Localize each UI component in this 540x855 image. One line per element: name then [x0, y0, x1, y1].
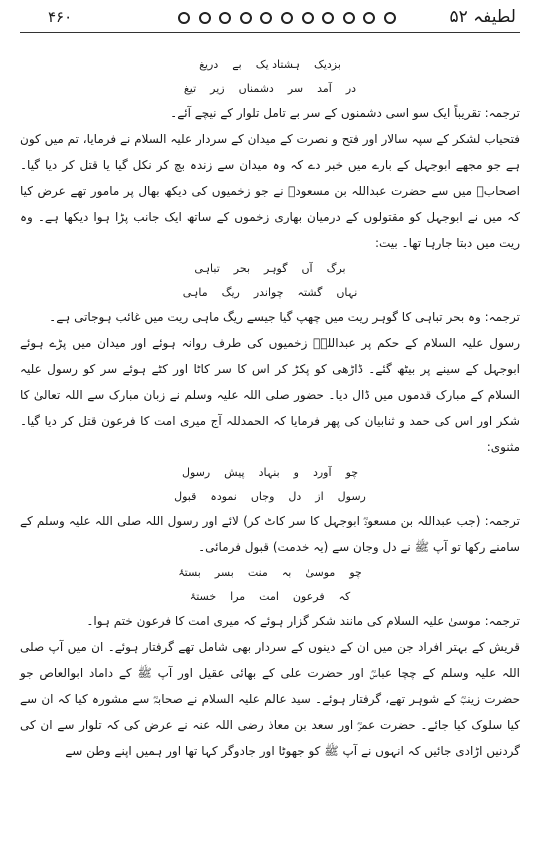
ornament-ring-icon	[384, 12, 396, 24]
verse-word: رسول	[181, 465, 211, 479]
ornament-ring-icon	[260, 12, 272, 24]
verse-word: مرا	[230, 589, 246, 603]
verse-word: نہاں	[336, 285, 358, 299]
verse-word: آں	[301, 261, 313, 275]
verse-word: و	[293, 465, 299, 479]
verse-word: آمد	[317, 81, 332, 95]
verse-word: پیش	[224, 465, 245, 479]
verse-word: بسر	[214, 565, 234, 579]
verse-line	[20, 584, 520, 608]
ornament-ring-icon	[322, 12, 334, 24]
verse-word: خستۂ	[189, 589, 217, 603]
verse-word: وجاں	[250, 489, 275, 503]
verse-word: گوہر	[264, 261, 288, 275]
verse-line	[20, 560, 520, 584]
verse-word: تیغ	[183, 81, 197, 95]
verse-word: دریغ	[199, 57, 219, 71]
verse-word: برگ	[326, 261, 346, 275]
header-ornament	[178, 10, 396, 26]
ornament-ring-icon	[178, 12, 190, 24]
verse-word: ہشتاد یک	[255, 57, 300, 71]
ornament-ring-icon	[363, 12, 375, 24]
verse-word: رسول	[337, 489, 366, 503]
verse-word: زیر	[210, 81, 225, 95]
verse-word: در	[345, 81, 357, 95]
verse-word: بے	[232, 57, 242, 71]
body-paragraph: فتحیاب لشکر کے سپہ سالار اور فتح و نصرت کے میدان کے سردار علیہ السلام نے فرمایا، تم میں کون ہے جو مجھے ابوجہل کے بارے میں خبر دے کہ وہ میدان سے زندہ بچ کر نکل گیا یا قتل کر دیا گیا۔ اصحابؓ میں سے حضرت عبداللہ بن مسعودؓ نے جو زخمیوں کی دیکھ بھال پر مامور تھے عرض کیا کہ میں نے ابوجہل کو مقتولوں کے درمیان بھاری زخموں کے ساتھ ایک جانب پڑا ہوا دیکھا ہے۔ وہ ریت میں دبتا جارہا تھا۔ بیت:	[20, 132, 520, 250]
verse-word: چو	[345, 465, 359, 479]
verse-line	[20, 460, 520, 484]
verse-line	[20, 484, 520, 508]
ornament-ring-icon	[343, 12, 355, 24]
verse-word: بہ	[281, 565, 292, 579]
verse-word: دل	[288, 489, 302, 503]
translation-line: ترجمہ: تقریباً ایک سو اسی دشمنوں کے سر بے تامل تلوار کے نیچے آئے۔	[170, 106, 520, 120]
body-paragraph: قریش کے بہتر افراد جن میں ان کے دینوں کے سردار بھی شامل تھے گرفتار ہوئے۔ ان میں آپ صلی اللہ علیہ وسلم کے چچا عباسؓ اور حضرت علی کے بھائی عقیل اور آپ ﷺ کے داماد ابوالعاص جو حضرت زینبؓ کے شوہر تھے، گرفتار ہوئے۔ سید عالم علیہ السلام نے صحابہؓ سے مشورہ کیا کہ ان سے کیا سلوک کیا جائے۔ حضرت عمرؓ اور سعد بن معاذ رضی اللہ عنہ نے عرض کی کہ تلوار سے ان کی گردنیں اڑادی جائیں کہ انہوں نے آپ ﷺ کو جھوٹا اور جادوگر کہا تھا اور ہمیں اپنے وطن سے	[20, 640, 520, 758]
ornament-ring-icon	[199, 12, 211, 24]
verse-word: بستۂ	[178, 565, 201, 579]
translation-line: ترجمہ: وہ بحر تباہی کا گوہر ریت میں چھپ گیا جیسے ریگ ماہی ریت میں غائب ہوجاتی ہے۔	[49, 310, 520, 324]
verse-word: دشمناں	[238, 81, 274, 95]
verse-word: قبول	[174, 489, 197, 503]
verse-word: چو	[349, 565, 362, 579]
verse-word: فرعون	[292, 589, 325, 603]
verse-word: سر	[287, 81, 304, 95]
verse-word: نمودہ	[210, 489, 237, 503]
verse-word: منت	[247, 565, 268, 579]
verse-word: موسیٰ	[305, 565, 336, 579]
page-body	[20, 52, 520, 764]
verse-word: امت	[259, 589, 279, 603]
verse-line	[20, 256, 520, 280]
ornament-ring-icon	[240, 12, 252, 24]
verse-word: تباہی	[194, 261, 220, 275]
verse-line	[20, 76, 520, 100]
ornament-ring-icon	[219, 12, 231, 24]
verse-word: ماہی	[182, 285, 208, 299]
verse-word: آورد	[312, 465, 332, 479]
verse-word: بزدیک	[313, 57, 341, 71]
verse-line	[20, 52, 520, 76]
body-paragraph: رسول علیہ السلام کے حکم پر عبداللہؓ زخمیوں کی طرف روانہ ہوئے اور میدان میں پڑے ہوئے ابوجہل کے سینے پر بیٹھ گئے۔ ڈاڑھی کو پکڑ کر اس کا سر کاٹا اور کٹے ہوئے سر کو رسول علیہ السلام کے مبارک قدموں میں ڈال دیا۔ حضور صلی اللہ علیہ وسلم نے زبان مبارک سے اللہ تعالیٰ کا شکر اور اس کی حمد و ثنابیان کی پھر فرمایا کہ الحمدللہ آج میری امت کا فرعون قتل کر دیا گیا۔ مثنوی:	[20, 336, 520, 454]
page-header	[18, 4, 522, 32]
verse-word: بحر	[233, 261, 251, 275]
page-number: ۴۶۰	[48, 8, 73, 26]
verse-word: کہ	[338, 589, 351, 603]
verse-line	[20, 280, 520, 304]
header-rule	[20, 32, 520, 33]
ornament-ring-icon	[302, 12, 314, 24]
ornament-ring-icon	[281, 12, 293, 24]
verse-word: گشتہ	[297, 285, 323, 299]
verse-word: بنہاد	[258, 465, 280, 479]
verse-word: چواندر	[253, 285, 284, 299]
verse-word: ریگ	[221, 285, 240, 299]
translation-line: ترجمہ: موسیٰ علیہ السلام کی مانند شکر گزار ہوئے کہ میری امت کا فرعون ختم ہوا۔	[86, 614, 520, 628]
chapter-title: لطیفہ ۵۲	[449, 7, 516, 27]
verse-word: از	[315, 489, 324, 503]
translation-paragraph: ترجمہ: (جب عبداللہ بن مسعودؓ ابوجہل کا سر کاٹ کر) لائے اور رسول اللہ صلی اللہ علیہ وسلم کے سامنے رکھا تو آپ ﷺ نے دل وجان سے (یہ خدمت) قبول فرمائی۔	[20, 514, 520, 554]
